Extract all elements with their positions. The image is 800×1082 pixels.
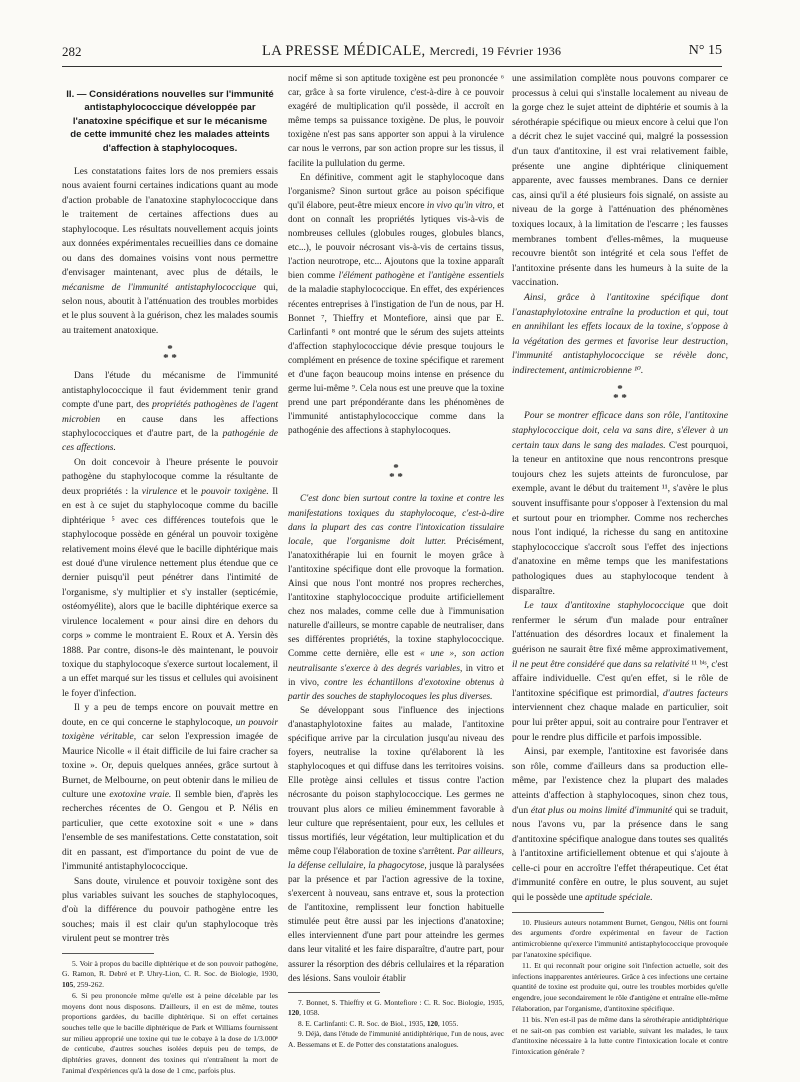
text: en cause dans les affections staphylococciques et d'autre part, de la bbox=[62, 414, 279, 440]
column-1 bbox=[62, 72, 278, 1076]
text: et le bbox=[180, 486, 198, 497]
emphasis: état plus ou moins limité d'immunité bbox=[530, 804, 672, 816]
paragraph bbox=[62, 456, 278, 701]
text: et dont on connaît les propriétés lytiques vis-à-vis de nombreuses cellules (globules rouges, globules blancs, etc...), le pouvoir nécrosant vis-à-vis de certains tissus, l'action neurotrope, etc... Ajoutons que la toxine apparaît bien comme bbox=[288, 200, 504, 282]
text: interviennent chez chaque malade en particulier, soit pour lui prêter appui, soit au contraire pour l'entraver et pour le rendre plus difficile et parfois impossible. bbox=[512, 702, 728, 743]
text: Ainsi, par exemple, l'antitoxine est favorisée dans son rôle, comme d'ailleurs dans sa production elle-même, par l'existence chez la plupart des malades atteints d'affection à staphylocoques, sinon chez tous, d'un bbox=[512, 746, 728, 816]
footnotes bbox=[512, 918, 728, 1058]
footnote-rule bbox=[512, 912, 604, 913]
text: Se développant sous l'influence des injections d'anastaphylotoxine faites au malade, l'antitoxine spécifique arrive par la circulation jusqu'au niveau des foyers, neutralise la toxine qu'élaborent là les staphylocoques et qui diffuse dans les territoires voisins. Elle protège ainsi cellules et tissus contre l'action nécrosante du poison staphylococcique. Les germes ne trouvant plus alors ce milieu éminemment favorable à leur culture que représentaient, pour eux, les cellules et tissus mortifiés, leur végétation, leur multiplication et du même coup l'élaboration de toxine s'arrêtent. bbox=[288, 705, 504, 857]
emphasis: Pour se montrer efficace dans son rôle, l'antitoxine staphylococcique doit, cela va sans dire, s'élever à un certain taux dans le sang des malades. bbox=[512, 410, 728, 451]
emphasis: propriétés pathogènes de l'agent microbien bbox=[62, 400, 278, 425]
volume-number: 120 bbox=[426, 1018, 438, 1028]
text: On doit concevoir à l'heure présente le pouvoir pathogène du staphylocoque comme la résultante de deux propriétés : la bbox=[62, 457, 278, 497]
journal-title: LA PRESSE MÉDICALE, bbox=[262, 43, 426, 59]
page-header bbox=[62, 44, 722, 64]
text: que doit renfermer le sérum d'un malade pour entraîner l'atténuation des désordres locaux et finalement la guérison ne saurait être fixé même approximativement, bbox=[512, 600, 728, 655]
text: Sans doute, virulence et pouvoir toxigène sont des plus variables suivant les souches de staphylocoques, d'où la différence du pouvoir pathogène entre les souches; mais il est clair qu'un staphylocoque très virulent peut se montrer très bbox=[62, 876, 278, 945]
text: En définitive, comment agit le staphylocoque dans l'organisme? Sinon surtout grâce au poison spécifique qu'il élabore, peut-être mieux encore bbox=[288, 172, 504, 211]
issue-date: Mercredi, 19 Février 1936 bbox=[429, 44, 562, 58]
text: car selon l'expression imagée de Maurice Nicolle « il était difficile de lui faire cracher sa toxine ». Or, depuis quelques années, grâce surtout à Burnet, de Melbourne, on peut obtenir dans le milieu de culture une bbox=[62, 732, 278, 800]
column-3 bbox=[512, 72, 728, 1058]
section-stars: * * * bbox=[163, 343, 177, 365]
emphasis: virulence bbox=[141, 486, 178, 497]
text: 8. E. Carlinfanti: C. R. Soc. de Biol., 1935, bbox=[298, 1018, 426, 1028]
emphasis: C'est donc bien surtout contre la toxine et contre les manifestations toxiques du staphylocoque, c'est-à-dire dans la plupart des cas contre l'intoxication tissulaire locale, que l'organisme doit lutter. bbox=[288, 494, 504, 547]
journal-title-line bbox=[262, 43, 561, 60]
text: in vitro et in vivo, bbox=[288, 663, 505, 688]
footnote-9: 9. Déjà, dans l'étude de l'immunité antidiphtérique, l'un de nous, avec A. Bessemans et E. de Potter des constatations analogues. bbox=[288, 1029, 504, 1049]
volume-number: 105 bbox=[62, 980, 74, 990]
emphasis: un pouvoir toxigène véritable, bbox=[62, 717, 279, 743]
footnote-5 bbox=[62, 959, 278, 991]
text: Les constatations faites lors de nos premiers essais nous avaient fourni certaines indications quant au mode d'action probable de l'anatoxine staphylococcique dans le traitement de certaines affections dues au staphylocoque. Les résultats nouvellement acquis joints aux données expérimentales recueillies dans ce domaine ou dans des domaines voisins vont nous permettre d'envisager maintenant, avec plus de détails, le bbox=[62, 167, 278, 279]
text: , 1055. bbox=[437, 1018, 459, 1028]
issue-number: N° 15 bbox=[688, 43, 722, 58]
text: 7. Bonnet, S. Thieffry et G. Montefiore : C. R. Soc. Biologie, 1935, bbox=[298, 997, 504, 1007]
emphasis: exotoxine vraie. bbox=[109, 789, 172, 800]
paragraph bbox=[288, 171, 504, 439]
text: Il semble bien, d'après les recherches récentes de O. Gengou et P. Nélis en particulier, que cette exotoxine soit « une » dans l'ensemble de ses manifestations. Cette constatation, soit dit en passant, est d'importance du point de vue de l'immunité antistaphylococcique. bbox=[62, 789, 279, 873]
paragraph bbox=[288, 704, 504, 986]
emphasis: Par ailleurs, la défense cellulaire, la phagocytose, bbox=[288, 846, 505, 871]
footnote-rule bbox=[288, 992, 380, 993]
volume-number: 120 bbox=[288, 1008, 300, 1018]
paragraph bbox=[62, 701, 278, 874]
section-stars: * * * bbox=[389, 462, 403, 484]
section-heading: II. — Considérations nouvelles sur l'immunité antistaphylococcique développée par l'anatoxine spécifique et sur le mécanisme de cette immunité chez les malades atteints d'affection à staphylocoques. bbox=[66, 89, 274, 154]
text: ¹¹ ᵇⁱˢ, c'est affaire individuelle. C'est qu'en effet, si le rôle de l'antitoxine spécifique est primordial, bbox=[512, 658, 728, 699]
page-number: 282 bbox=[62, 44, 82, 59]
emphasis: l'élément pathogène et l'antigène essentiels bbox=[338, 271, 504, 282]
paragraph bbox=[512, 745, 728, 906]
emphasis: d'autres facteurs bbox=[662, 687, 728, 699]
paragraph bbox=[62, 369, 278, 456]
paragraph bbox=[288, 492, 504, 703]
paragraph bbox=[62, 875, 278, 947]
text: Dans l'étude du mécanisme de l'immunité antistaphylococcique il faut évidemment tenir grand compte d'une part, des bbox=[62, 371, 278, 411]
text: qui, selon nous, aboutit à l'atténuation des troubles morbides et le plus souvent à la guérison, chez les malades soumis au traitement anatoxique. bbox=[62, 282, 278, 336]
text: C'est pourquoi, la teneur en antitoxine que nous rencontrons presque toujours chez les sujets atteints de furonculose, par exemple, avant le début du traitement ¹¹, s'avère le plus souvent insuffisante pour s'opposer à l'extension du mal et surtout pour en triompher. Comme nos recherches nous l'ont indiqué, la richesse du sang en antitoxine staphylococcique s'accroît sous l'effet des injections d'anatoxine en même temps que les manifestations pathologiques dues au staphylocoque tendent à disparaître. bbox=[512, 439, 728, 597]
emphasis: contre les échantillons d'exotoxine obtenus à partir des souches de staphylocoques les plus diverses. bbox=[288, 677, 505, 702]
text: de la maladie staphylococcique. En effet, des expériences récentes entreprises à l'instigation de l'un de nous, par H. Bonnet ⁷, Thieffry et Montefiore, ainsi que par E. Carlinfanti ⁸ ont montré que le sérum des sujets atteints d'affection staphylococcique dévie presque toujours le complément en présence de toxine spécifique et rarement et d'une façon beaucoup moins intense en présence du germe lui-même ⁹. Cela nous est une preuve que la toxine prend une part prépondérante dans les phénomènes de l'immunité antistaphylococcique comme dans la pathogénie des affections à staphylocoques. bbox=[288, 285, 504, 437]
emphasis: il ne peut être considéré que dans sa relativité bbox=[512, 658, 689, 670]
footnote-6: 6. Si peu prononcée même qu'elle est à peine décelable par les moyens dont nous disposons. D'ailleurs, il en est de même, toutes proportions gardées, du bacille diphtérique. Si on effet certaines souches telle que le bacille diphtérique de Park et Williams fournissent sur milieu approprié une toxine qui tue le cobaye à la dose de 1/3.000ᵉ de centicube, d'autres souches isolées depuis peu de temps, de diphtéries graves, donnent des toxines qui n'entraînent la mort de l'animal d'expériences qu'à la dose de 1 cmc, parfois plus. bbox=[62, 990, 278, 1075]
paragraph bbox=[62, 165, 278, 338]
footnotes bbox=[288, 998, 504, 1050]
text: Précisément, l'anatoxithérapie lui en fournit le moyen grâce à l'antitoxine spécifique dont elle provoque la formation. Ainsi que nous l'ont montré nos propres recherches, l'antitoxine staphylococcique produite artificiellement chez nos malades, comme celle due à l'immunisation naturelle d'ailleurs, se montre capable de neutraliser, dans ses différentes propriétés, la toxine staphylococcique. Comme cette dernière, elle est bbox=[288, 536, 504, 660]
section-stars: * * * bbox=[613, 383, 627, 405]
footnote-7 bbox=[288, 998, 504, 1019]
paragraph: nocif même si son aptitude toxigène est peu prononcée ⁶ car, grâce à sa forte virulence, c'est-à-dire à ce pouvoir exagéré de multiplication qu'il possède, il accroît en même temps sa puissance toxigène. De plus, le pouvoir toxigène n'est pas sans apporter son appui à la virulence car nous le verrons, par son action propre sur les tissus, il facilite la pullulation du germe. bbox=[288, 74, 504, 169]
text: 5. Voir à propos du bacille diphtérique et de son pouvoir pathogène, G. Ramon, R. Debré et P. Uhry-Lion, C. R. Soc. de Biologie, 1930, bbox=[62, 958, 278, 979]
footnote-11: 11. Et qui reconnaît pour origine soit l'infection actuelle, soit des infections inapparentes antérieures. Grâce à ces infections une certaine quantité de toxine est produite qui, outre les troubles morbides qu'elle engendre, joue secondairement le rôle d'antigène et entraîne elle-même l'élaboration, par l'organisme, d'antitoxine spécifique. bbox=[512, 960, 728, 1014]
footnotes bbox=[62, 959, 278, 1077]
header-rule bbox=[62, 66, 722, 67]
text: Il y a peu de temps encore on pouvait mettre en doute, en ce qui concerne le staphylocoque, bbox=[62, 703, 278, 728]
paragraph bbox=[512, 409, 728, 599]
emphasis: pouvoir toxigène. bbox=[201, 486, 269, 497]
footnote-8 bbox=[288, 1019, 504, 1029]
paragraph: une assimilation complète nous pouvons comparer ce processus à celui qui s'installe localement au niveau de la gorge chez le sujet atteint de diphtérie et soumis à la sérothérapie spécifique ou mieux encore à celui que l'on a décrit chez le sujet vacciné qui, malgré la possession d'un taux d'antitoxine, il est vrai relativement faible, présente une angine diphtérique cliniquement apparente, avec fausses membranes. Dans ce dernier cas, ainsi qu'il a été plusieurs fois signalé, on assiste au niveau de la gorge à l'atténuation des phénomènes toxiques locaux, à la limitation de l'escarre ; les fausses membranes tombent d'elles-mêmes, la muqueuse recouvre bientôt son intégrité et cela sous l'effet de l'antitoxine présente dans les humeurs à la suite de la vaccination. bbox=[512, 73, 728, 289]
paragraph bbox=[512, 599, 728, 745]
emphasis: Le taux d'antitoxine staphylococcique bbox=[524, 600, 685, 612]
emphasis: « une », son action neutralisante s'exerce à des degrés variables, bbox=[288, 649, 504, 674]
emphasis: pathogénie de ces affections. bbox=[62, 429, 279, 454]
text: qui se traduit, nous l'avons vu, par la présence dans le sang d'antitoxine spécifique analogue dans toutes ses qualités à l'antitoxine artificiellement obtenue et qui s'ajoute à celle-ci pour en accroître l'effet thérapeutique. Cet état d'immunité confère en outre, le plus souvent, au sujet qui le possède une bbox=[512, 804, 728, 904]
text: , 259-262. bbox=[73, 980, 104, 990]
text: Il en est à ce sujet du staphylocoque comme du bacille diphtérique ⁵ avec ces différences toutefois que le staphylocoque possède en général un pouvoir toxigène relativement moins élevé que le bacille diphtérique mais est doué d'une virulence nettement plus étendue que ce dernier puisqu'il peut pénétrer dans l'intimité de l'organisme, s'y multiplier et s'y installer (septicémie, ostéomyélite), alors que le bacille diphtérique exerce sa virulence localement « pour ainsi dire en dehors du corps » comme le montraient E. Roux et A. Yersin dès 1888. Par contre, disons-le dès maintenant, le pouvoir toxique du staphylocoque s'exerce surtout localement, il a un effet marqué sur les tissus et cellules qui avoisinent le foyer d'infection. bbox=[62, 486, 279, 699]
text: jusque là paralysées par la présence et par l'action agressive de la toxine, s'exercent à nouveau, sans entrave et, sous la protection de l'antitoxine, remplissent leur fonction habituelle stimulée peut être aussi par les injections d'anatoxine; elles interviennent d'une part pour atteindre les germes dans leur vitalité et les faire disparaître, d'autre part, pour assurer la résorption des débris cellulaires et la réparation des lésions. Sans vouloir établir bbox=[288, 860, 504, 984]
column-2 bbox=[288, 72, 504, 1050]
paragraph: Ainsi, grâce à l'antitoxine spécifique dont l'anastaphylotoxine entraîne la production et qui, tout en annihilant les effets locaux de la toxine, s'oppose à la végétation des germes et favorise leur destruction, l'immunité antistaphylococcique se révèle donc, indirectement, antimicrobienne ¹⁰. bbox=[512, 291, 728, 376]
emphasis: in vivo qu'in vitro, bbox=[426, 200, 495, 211]
emphasis: aptitude spéciale. bbox=[585, 892, 653, 904]
emphasis: mécanisme de l'immunité antistaphylococcique bbox=[62, 282, 257, 293]
footnote-rule bbox=[62, 953, 154, 954]
footnote-10: 10. Plusieurs auteurs notamment Burnet, Gengou, Nélis ont fourni des arguments d'ordre expérimental en faveur de l'action antimicrobienne qu'exerce l'immunité antistaphylococcique provoquée par l'anatoxine spécifique. bbox=[512, 917, 728, 960]
text: , 1058. bbox=[299, 1008, 320, 1018]
footnote-11bis: 11 bis. N'en est-il pas de même dans la sérothérapie antidiphtérique et ne sait-on pas combien est variable, suivant les malades, le taux d'antitoxine nécessaire à la lutte contre l'intoxication locale et contre l'intoxication générale ? bbox=[512, 1014, 728, 1057]
